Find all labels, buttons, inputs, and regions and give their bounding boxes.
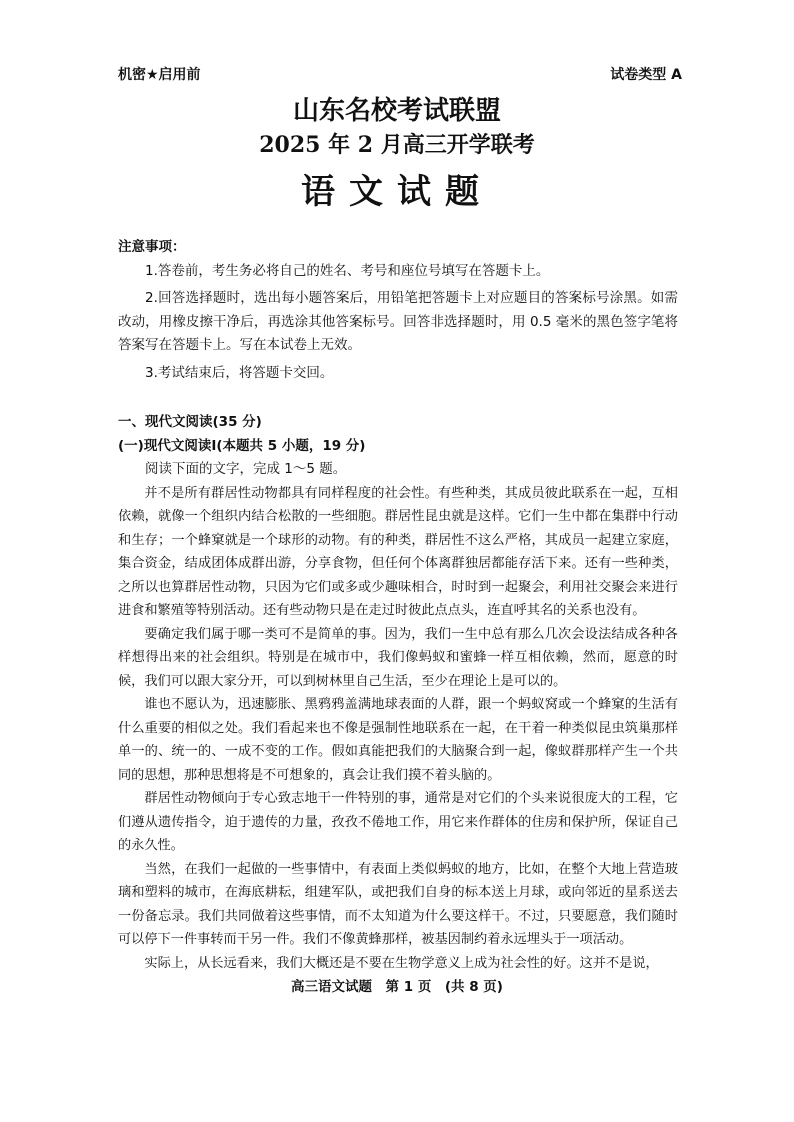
passage-paragraph: 要确定我们属于哪一类可不是简单的事。因为，我们一生中总有那么几次会设法结成各种各样想得出来的社会组织。特别是在城市中，我们像蚂蚁和蜜蜂一样互相依赖，然而，愿意的时候，我们可以跟大家分开，可以到树林里自己生活，至少在理论上是可以的。	[118, 626, 678, 689]
passage-paragraph: 并不是所有群居性动物都具有同样程度的社会性。有些种类，其成员彼此联系在一起，互相依赖，就像一个组织内结合松散的一些细胞。群居性昆虫就是这样。它们一生中都在集群中行动和生存；一个蜂窠就是一个球形的动物。有的种类，群居性不这么严格，其成员一起建立家庭，集合资金，结成团体成群出游，分享食物，但任何个体离群独居都能存活下来。还有一些种类，之所以也算群居性动物，只因为它们或多或少趣味相合，时时到一起聚会，利用社交聚会来进行进食和繁殖等特别活动。还有些动物只是在走过时彼此点点头，连直呼其名的关系也没有。	[118, 485, 678, 618]
subject-title: 语文试题	[301, 172, 493, 212]
section-heading: 一、现代文阅读(35 分)	[118, 414, 262, 430]
notice-item: 1.答卷前，考生务必将自己的姓名、考号和座位号填写在答题卡上。	[145, 262, 550, 279]
exam-organizer-title: 山东名校考试联盟	[292, 96, 501, 126]
paper-type-label: 试卷类型 A	[610, 67, 682, 83]
passage-paragraph: 谁也不愿认为，迅速膨胀、黑鸦鸦盖满地球表面的人群，跟一个蚂蚁窝或一个蜂窠的生活有什么重要的相似之处。我们看起来也不像是强制性地联系在一起，在干着一种类似昆虫筑巢那样单一的、统一的、一成不变的工作。假如真能把我们的大脑聚合到一起，像蚁群那样产生一个共同的思想，那种思想将是不可想象的，真会让我们摸不着头脑的。	[118, 697, 678, 783]
passage-paragraph: 群居性动物倾向于专心致志地干一件特别的事，通常是对它们的个头来说很庞大的工程，它们遵从遗传指令，迫于遗传的力量，孜孜不倦地工作，用它来作群体的住房和保护所，保证自己的永久性。	[118, 791, 678, 853]
notice-title: 注意事项：	[118, 239, 186, 255]
page-footer: 高三语文试题 第 1 页 (共 8 页)	[291, 979, 503, 995]
passage-paragraph: 实际上，从长远看来，我们大概还是不要在生物学意义上成为社会性的好。这并不是说，	[144, 955, 659, 971]
page-body	[118, 236, 678, 975]
notice-item: 3.考试结束后，将答题卡交回。	[145, 364, 334, 381]
exam-session-title: 2025 年 2 月高三开学联考	[259, 132, 535, 158]
confidential-label: 机密★启用前	[118, 67, 201, 83]
reading-instruction: 阅读下面的文字，完成 1～5 题。	[145, 461, 347, 477]
section-subheading: (一)现代文阅读Ⅰ(本题共 5 小题，19 分)	[118, 437, 366, 454]
notice-item: 2.回答选择题时，选出每小题答案后，用铅笔把答题卡上对应题目的答案标号涂黑。如需改动，用橡皮擦干净后，再选涂其他答案标号。回答非选择题时，用 0.5 毫米的黑色签字笔将答案写在答题卡上。写在本试卷上无效。	[118, 290, 678, 353]
passage-paragraph: 当然，在我们一起做的一些事情中，有表面上类似蚂蚁的地方，比如，在整个大地上营造玻璃和塑料的城市，在海底耕耘，组建军队，或把我们自身的标本送上月球，或向邻近的星系送去一份备忘录。我们共同做着这些事情，而不太知道为什么要这样干。不过，只要愿意，我们随时可以停下一件事转而干另一件。我们不像黄蜂那样，被基因制约着永远埋头于一项活动。	[118, 861, 678, 947]
